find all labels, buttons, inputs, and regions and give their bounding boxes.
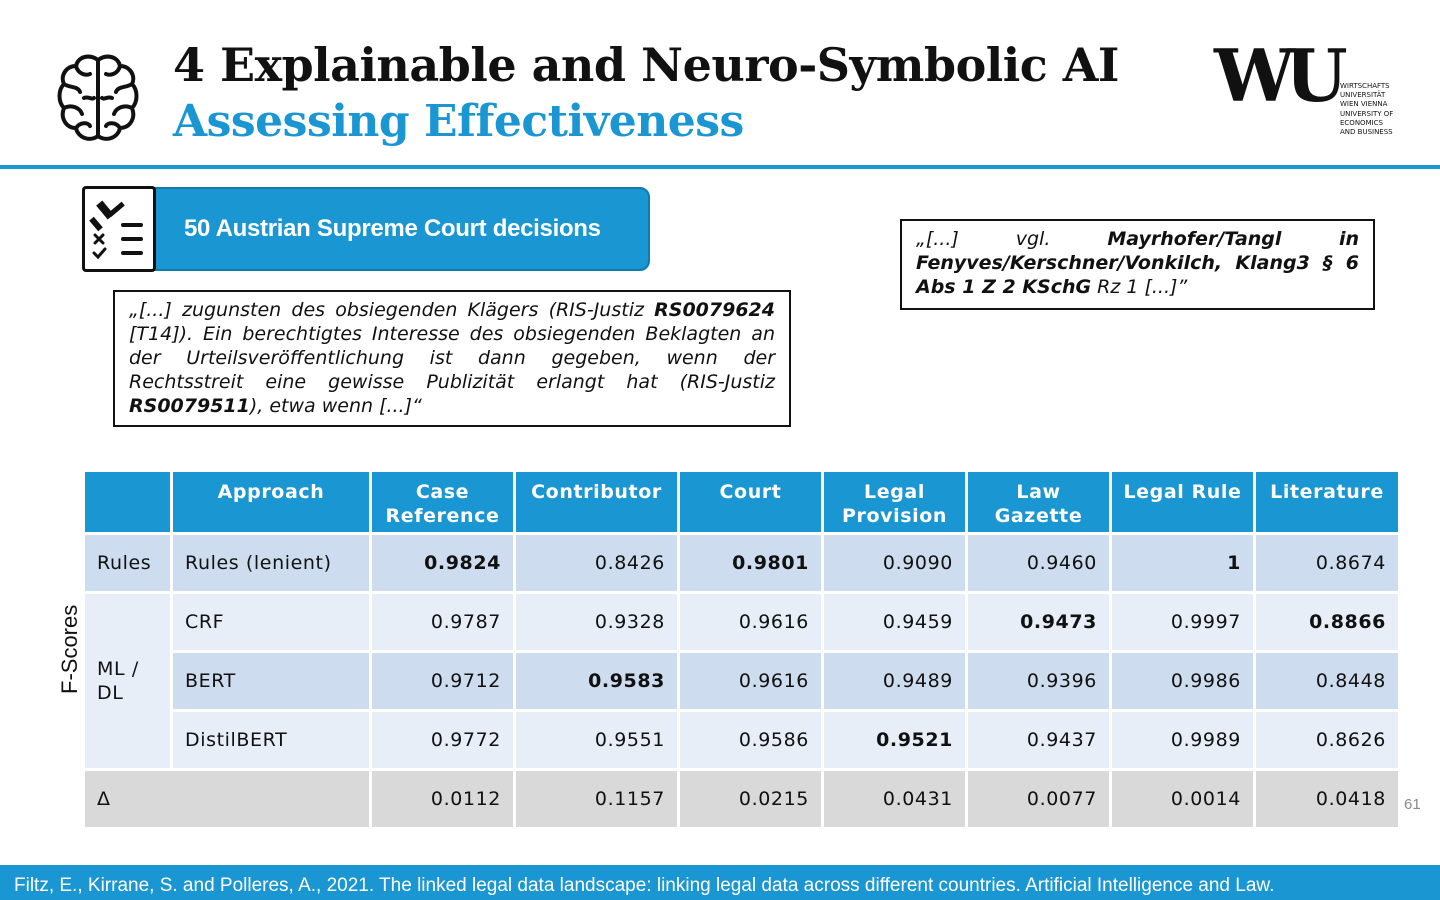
- wu-logo: [1214, 33, 1404, 150]
- table-row: [84, 534, 1400, 593]
- fscores-axis-label: F-Scores: [57, 604, 82, 694]
- quote-text: ), etwa wenn [...]“: [249, 395, 422, 417]
- group-label: Rules: [84, 534, 172, 593]
- quote-reference: Mayrhofer/Tangl in Fenyves/Kerschner/Vonkilch, Klang3 § 6 Abs 1 Z 2 KSchG: [916, 228, 1359, 298]
- score-cell: 0.9787: [371, 593, 515, 652]
- score-cell: 0.9090: [823, 534, 967, 593]
- source-banner-label: 50 Austrian Supreme Court decisions: [184, 215, 601, 242]
- column-header: Legal Provision: [823, 471, 967, 534]
- quote-reference: RS0079511: [129, 395, 250, 417]
- score-cell: 0.9712: [371, 652, 515, 711]
- table-header-row: [84, 471, 1400, 534]
- score-cell: 0.9521: [823, 711, 967, 770]
- quote-text: [T14]). Ein berechtigtes Interesse des obsiegenden Beklagten an der Urteilsveröffentlichung ist dann gegeben, wenn der Rechtsstreit eine gewisse Publizität erlangt hat (RIS-Justiz: [129, 323, 775, 393]
- delta-label: Δ: [84, 770, 371, 829]
- score-cell: 0.9437: [967, 711, 1111, 770]
- score-cell: 0.9989: [1111, 711, 1255, 770]
- delta-cell: 0.0215: [679, 770, 823, 829]
- column-header: Case Reference: [371, 471, 515, 534]
- page-number: 61: [1404, 796, 1421, 813]
- score-cell: 0.8426: [515, 534, 679, 593]
- quote-box-judgment: [113, 290, 791, 427]
- table-row: [84, 652, 1400, 711]
- column-header: Court: [679, 471, 823, 534]
- column-header: Legal Rule: [1111, 471, 1255, 534]
- table-row: [84, 711, 1400, 770]
- score-cell: 0.9616: [679, 593, 823, 652]
- slide-subtitle: Assessing Effectiveness: [173, 96, 744, 147]
- score-cell: 0.9489: [823, 652, 967, 711]
- score-cell: 1: [1111, 534, 1255, 593]
- delta-row: [84, 770, 1400, 829]
- gavel-checklist-icon: [82, 186, 156, 272]
- column-header: Contributor: [515, 471, 679, 534]
- score-cell: 0.8626: [1255, 711, 1400, 770]
- delta-cell: 0.0431: [823, 770, 967, 829]
- column-header: [84, 471, 172, 534]
- quote-text: „[...] zugunsten des obsiegenden Klägers (RIS-Justiz: [129, 299, 655, 321]
- score-cell: 0.9586: [679, 711, 823, 770]
- header-divider: [0, 165, 1440, 169]
- score-cell: 0.9473: [967, 593, 1111, 652]
- wu-logo-letters: WU: [1214, 33, 1338, 118]
- approach-cell: BERT: [172, 652, 371, 711]
- column-header: Approach: [172, 471, 371, 534]
- approach-cell: Rules (lenient): [172, 534, 371, 593]
- table-row: [84, 593, 1400, 652]
- approach-cell: DistilBERT: [172, 711, 371, 770]
- delta-cell: 0.1157: [515, 770, 679, 829]
- delta-cell: 0.0418: [1255, 770, 1400, 829]
- score-cell: 0.9459: [823, 593, 967, 652]
- score-cell: 0.9772: [371, 711, 515, 770]
- quote-text: Rz 1 [...]”: [1091, 276, 1188, 298]
- quote-box-literature: [900, 219, 1375, 310]
- delta-cell: 0.0077: [967, 770, 1111, 829]
- slide-title: 4 Explainable and Neuro-Symbolic AI: [173, 38, 1119, 92]
- score-cell: 0.9460: [967, 534, 1111, 593]
- score-cell: 0.8866: [1255, 593, 1400, 652]
- approach-cell: CRF: [172, 593, 371, 652]
- group-label: ML / DL: [84, 593, 172, 770]
- delta-cell: 0.0112: [371, 770, 515, 829]
- column-header: Literature: [1255, 471, 1400, 534]
- results-table: [82, 469, 1401, 830]
- score-cell: 0.8674: [1255, 534, 1400, 593]
- delta-cell: 0.0014: [1111, 770, 1255, 829]
- score-cell: 0.9616: [679, 652, 823, 711]
- quote-reference: RS0079624: [654, 299, 775, 321]
- source-banner: [150, 187, 650, 271]
- quote-text: „[...] vgl.: [916, 228, 1108, 250]
- column-header: Law Gazette: [967, 471, 1111, 534]
- score-cell: 0.9583: [515, 652, 679, 711]
- score-cell: 0.9986: [1111, 652, 1255, 711]
- score-cell: 0.9997: [1111, 593, 1255, 652]
- score-cell: 0.8448: [1255, 652, 1400, 711]
- brain-icon: [56, 52, 140, 144]
- footer-citation: Filtz, E., Kirrane, S. and Polleres, A., 2021. The linked legal data landscape: linking legal data across different countries. Artificial Intelligence and Law.: [0, 865, 1440, 900]
- score-cell: 0.9551: [515, 711, 679, 770]
- score-cell: 0.9801: [679, 534, 823, 593]
- score-cell: 0.9328: [515, 593, 679, 652]
- score-cell: 0.9824: [371, 534, 515, 593]
- wu-logo-text: WIRTSCHAFTS UNIVERSITÄT WIEN VIENNA UNIVERSITY OF ECONOMICS AND BUSINESS: [1340, 82, 1394, 137]
- score-cell: 0.9396: [967, 652, 1111, 711]
